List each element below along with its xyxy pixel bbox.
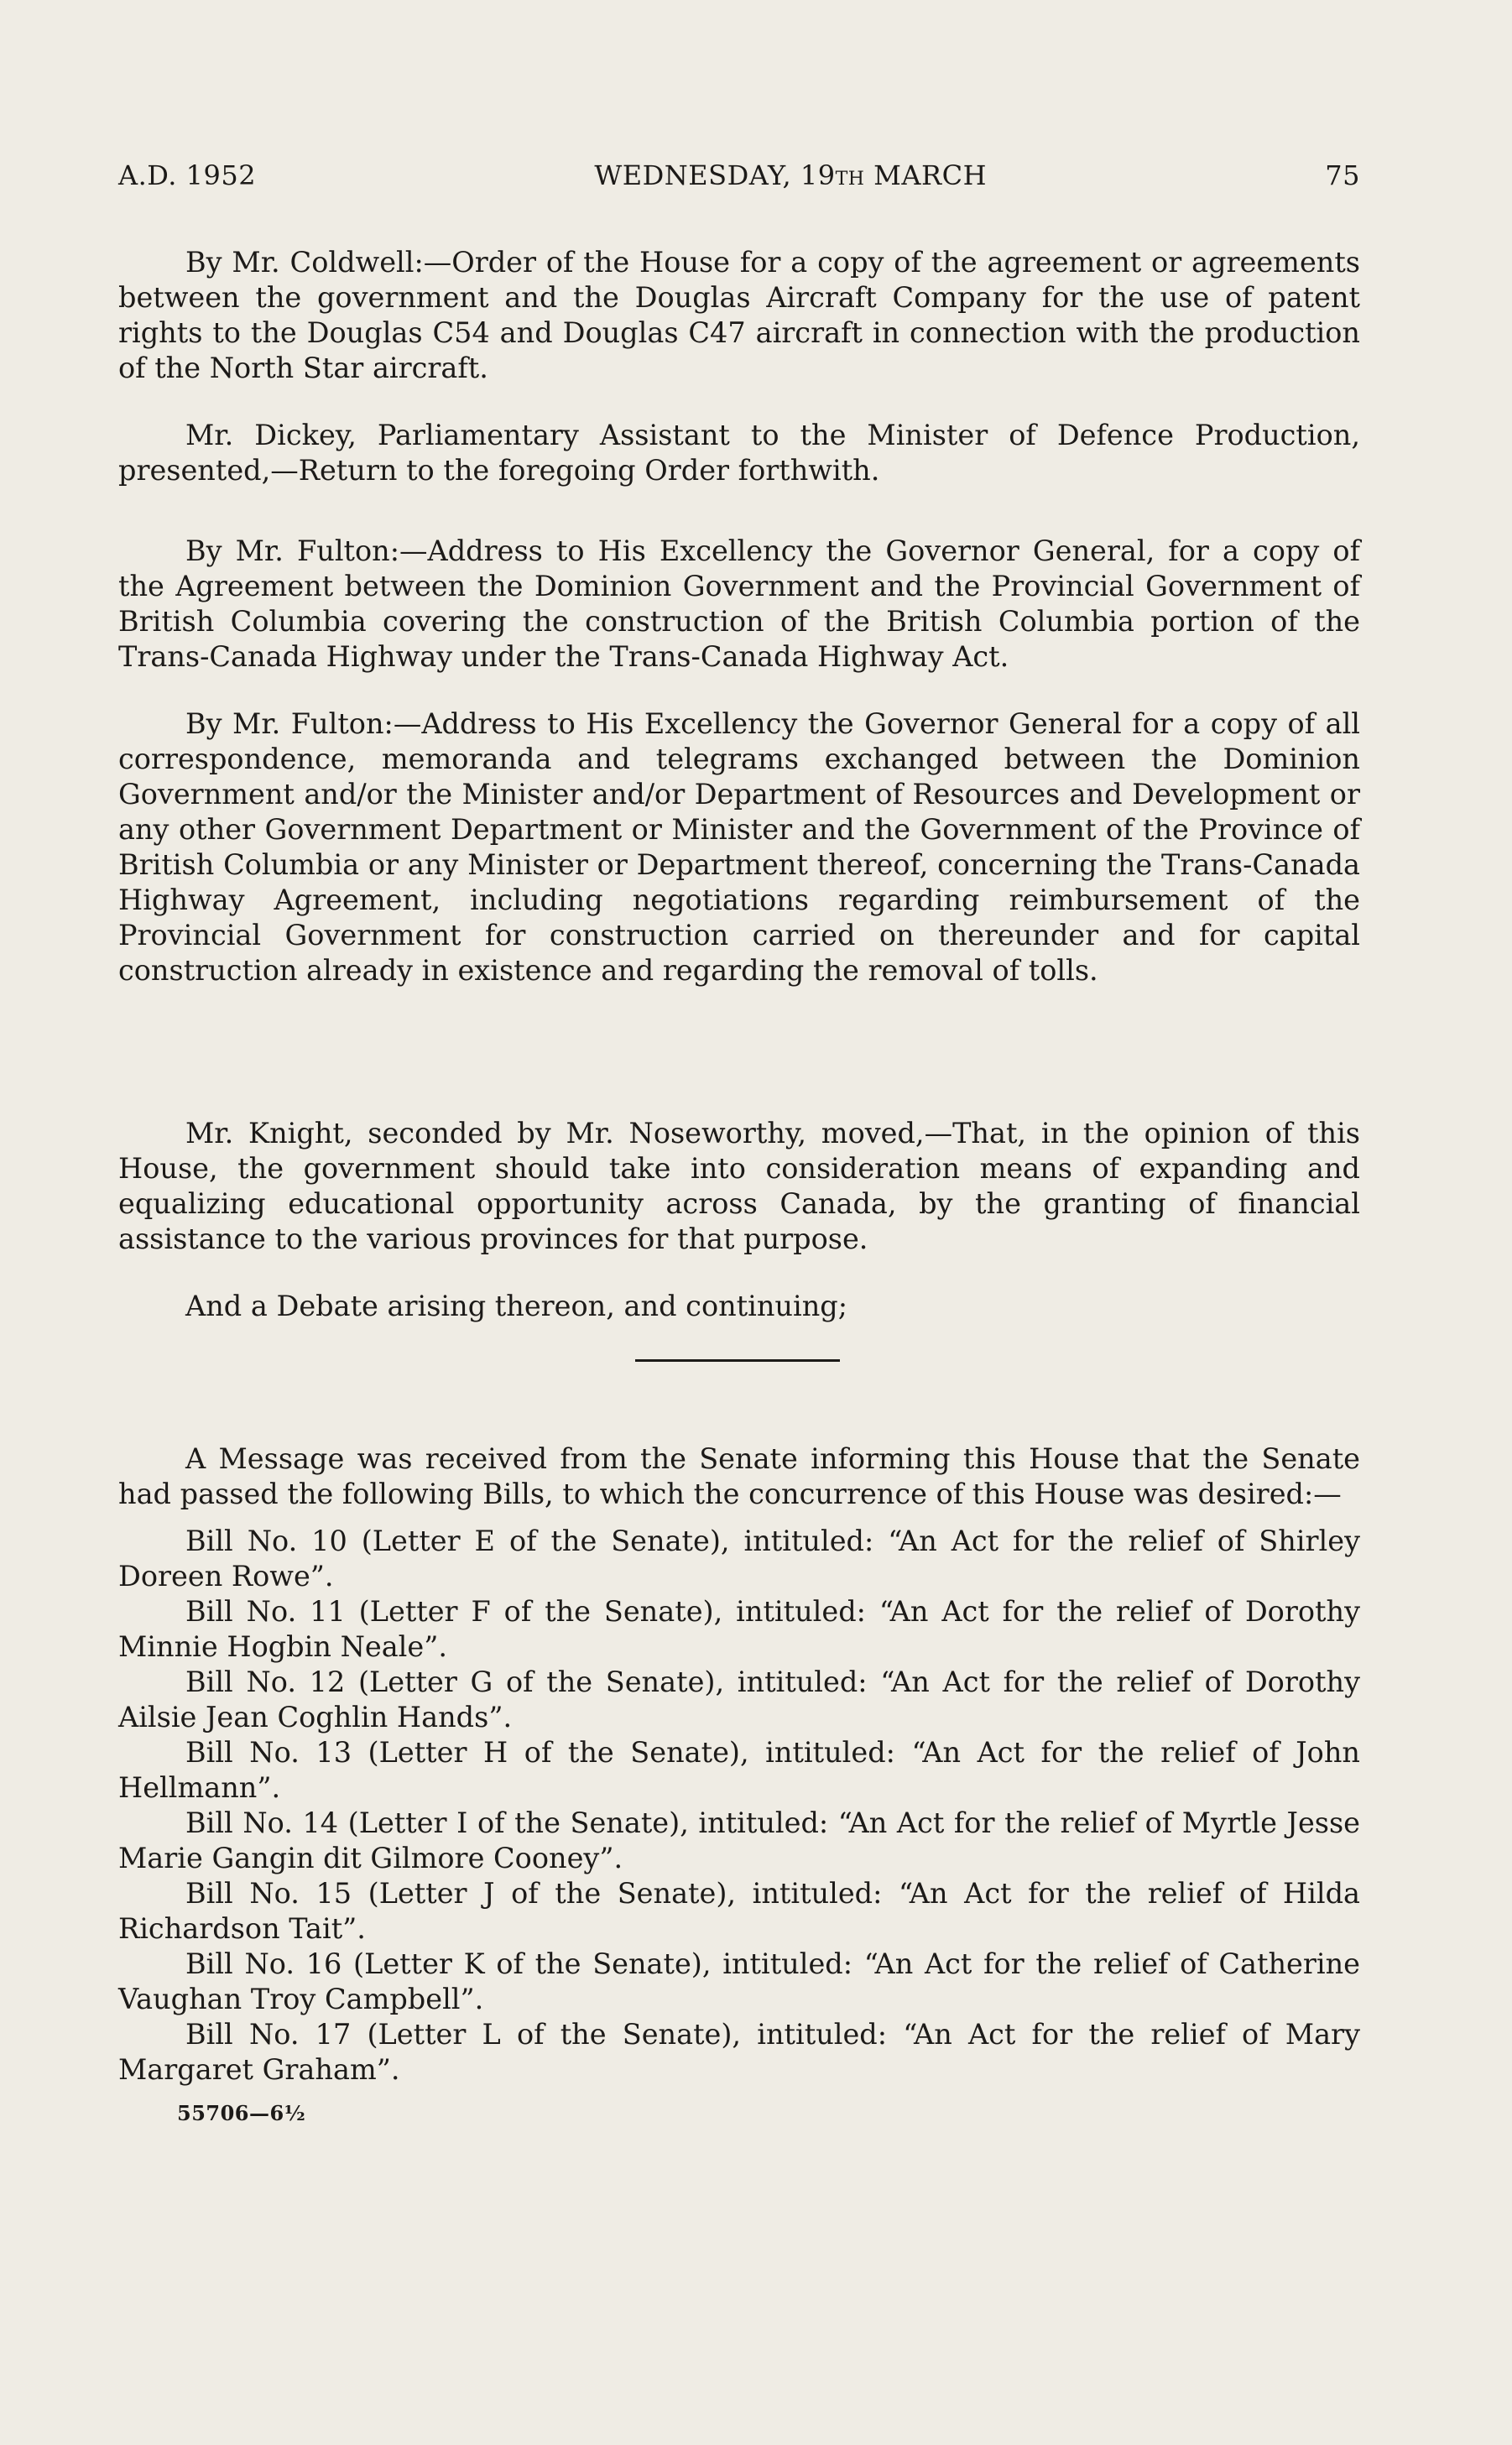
fulton-address-paragraph-1: By Mr. Fulton:—Address to His Excellency the Governor General, for a copy of the Agreement between the Dominion Government and the Provincial Government of British Columbia covering the construction of the British Columbia portion of the Trans-Canada Highway under the Trans-Canada Highway Act. xyxy=(118,534,1360,673)
divider-rule xyxy=(635,1359,840,1362)
header-year: A.D. 1952 xyxy=(118,159,257,191)
dickey-return-paragraph: Mr. Dickey, Parliamentary Assistant to the Minister of Defence Production, presented,—Return to the foregoing Order forthwith. xyxy=(118,419,1360,487)
senate-message-paragraph: A Message was received from the Senate informing this House that the Senate had passed the following Bills, to which the concurrence of this House was desired:— xyxy=(118,1442,1360,1510)
fulton-address-paragraph-2: By Mr. Fulton:—Address to His Excellency the Governor General for a copy of all correspondence, memoranda and telegrams exchanged between the Dominion Government and/or the Minister and/or Department of Resources and Development or any other Government Department or Minister and the Government of the Province of British Columbia or any Minister or Department thereof, concerning the Trans-Canada Highway Agreement, including negotiations regarding reimbursement of the Provincial Government for construction carried on thereunder and for capital construction already in existence and regarding the removal of tolls. xyxy=(118,707,1360,987)
bill-item: Bill No. 13 (Letter H of the Senate), intituled: “An Act for the relief of John Hellmann”. xyxy=(118,1736,1360,1804)
bill-item: Bill No. 14 (Letter I of the Senate), intituled: “An Act for the relief of Myrtle Jesse Marie Gangin dit Gilmore Cooney”. xyxy=(118,1806,1360,1874)
printer-signature: 55706—6½ xyxy=(177,2101,306,2125)
running-header xyxy=(118,159,1360,191)
coldwell-order-paragraph: By Mr. Coldwell:—Order of the House for a copy of the agreement or agreements between the government and the Douglas Aircraft Company for the use of patent rights to the Douglas C54 and Douglas C47 aircraft in connection with the production of the North Star aircraft. xyxy=(118,246,1360,384)
bill-item: Bill No. 10 (Letter E of the Senate), intituled: “An Act for the relief of Shirley Doreen Rowe”. xyxy=(118,1525,1360,1593)
bill-list xyxy=(118,1524,1360,2088)
bill-item: Bill No. 16 (Letter K of the Senate), intituled: “An Act for the relief of Catherine Vaughan Troy Campbell”. xyxy=(118,1947,1360,2015)
knight-motion-paragraph: Mr. Knight, seconded by Mr. Noseworthy, moved,—That, in the opinion of this House, the government should take into consideration means of expanding and equalizing educational opportunity across Canada, by the granting of financial assistance to the various provinces for that purpose. xyxy=(118,1117,1360,1255)
header-date: WEDNESDAY, 19TH MARCH xyxy=(594,159,987,191)
bill-item: Bill No. 15 (Letter J of the Senate), intituled: “An Act for the relief of Hilda Richardson Tait”. xyxy=(118,1877,1360,1945)
debate-paragraph: And a Debate arising thereon, and continuing; xyxy=(185,1290,848,1322)
bill-item: Bill No. 12 (Letter G of the Senate), intituled: “An Act for the relief of Dorothy Ailsie Jean Coghlin Hands”. xyxy=(118,1666,1360,1733)
bill-item: Bill No. 17 (Letter L of the Senate), intituled: “An Act for the relief of Mary Margaret Graham”. xyxy=(118,2018,1360,2086)
page-number: 75 xyxy=(1325,159,1360,191)
journal-page xyxy=(118,159,1360,2125)
bill-item: Bill No. 11 (Letter F of the Senate), intituled: “An Act for the relief of Dorothy Minnie Hogbin Neale”. xyxy=(118,1595,1360,1663)
section-divider xyxy=(118,1324,1360,1374)
